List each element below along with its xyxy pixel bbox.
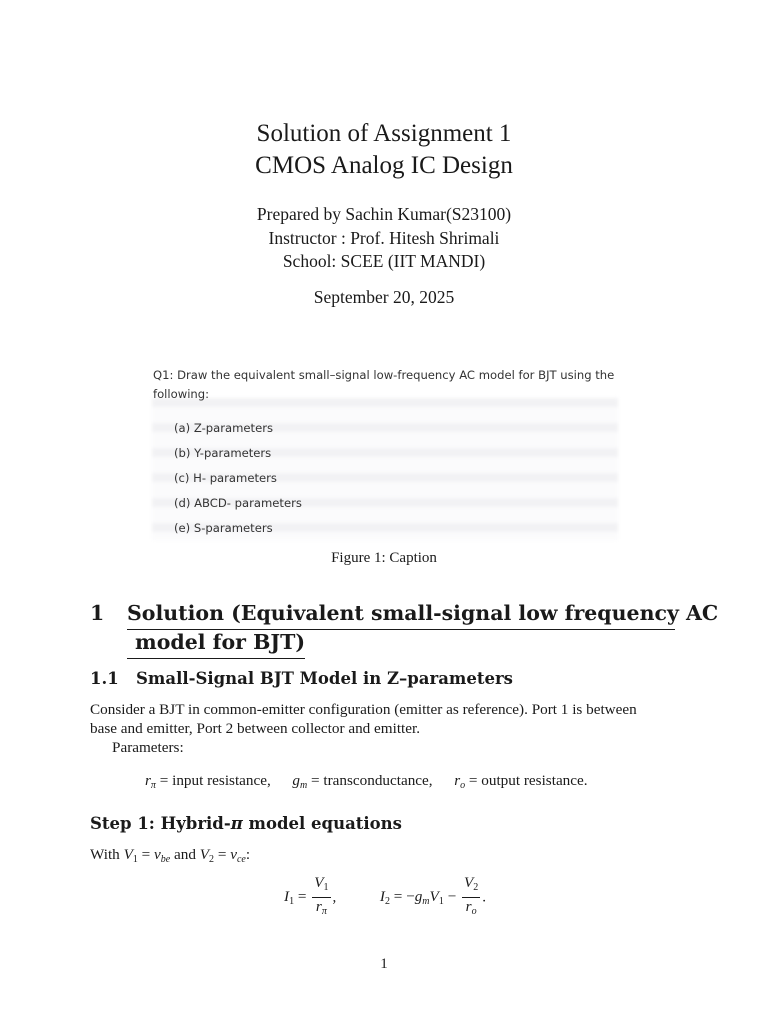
symbol-r: r: [454, 772, 461, 789]
parameters-equation: [145, 772, 588, 791]
figure-1: [148, 358, 618, 540]
title-line-1: Solution of Assignment 1: [256, 120, 512, 147]
figure-item: (b) Y-parameters: [174, 446, 272, 460]
figure-question: Q1: Draw the equivalent small–signal low-frequency AC model for BJT using the following:: [153, 368, 615, 401]
subscript-o: o: [460, 780, 466, 791]
step-title-prefix: Step 1: Hybrid-: [90, 814, 231, 833]
section-title-line-2: model for BJT): [127, 628, 305, 659]
with-prefix: With: [90, 846, 124, 863]
symbol-g: g: [292, 772, 300, 789]
step-title-symbol: π: [230, 814, 243, 833]
step-title-suffix: model equations: [242, 814, 402, 833]
hybrid-pi-equations: $I_1$ = $\frac{V_1}{r_\pi}$ , $I_2 = -g_mV_1$ − $\frac{V_2}{r_o}$ .: [284, 874, 486, 920]
author-block: [0, 203, 768, 274]
with-statement: With $V_1 = v_{be}$ and $V_2 = v_{ce}$:: [90, 846, 251, 865]
g-m-definition: = transconductance,: [311, 772, 433, 789]
figure-item-list: [174, 416, 302, 541]
paragraph-intro: [90, 700, 690, 738]
section-number: 1: [90, 601, 105, 625]
title-line-2: CMOS Analog IC Design: [255, 152, 513, 179]
and-text: and: [170, 846, 200, 863]
step-1-heading: [90, 814, 402, 833]
r-o-definition: = output resistance.: [468, 772, 588, 789]
section-title-line-1: Solution (Equivalent small-signal low frequency AC: [127, 599, 675, 630]
parameters-label: Parameters:: [112, 739, 184, 756]
instructor: Instructor : Prof. Hitesh Shrimali: [268, 227, 500, 248]
subsection-number: 1.1: [90, 669, 119, 688]
fraction-v2-over-ro: $\frac{V_2}{r_o}$: [463, 874, 479, 917]
figure-caption: Figure 1: Caption: [331, 550, 437, 566]
subsection-heading: [90, 669, 513, 688]
fraction-v1-over-rpi: $\frac{V_1}{r_\pi}$: [314, 874, 329, 917]
symbol-r: r: [145, 772, 151, 789]
prepared-by: Prepared by Sachin Kumar(S23100): [256, 204, 512, 224]
figure-item: (c) H- parameters: [174, 471, 277, 485]
figure-item: (e) S-parameters: [174, 521, 273, 535]
subscript-m: m: [299, 780, 308, 791]
paragraph-line: base and emitter, Port 2 between collector and emitter.: [90, 720, 421, 737]
page-number: 1: [380, 956, 388, 972]
r-pi-definition: = input resistance,: [159, 772, 271, 789]
figure-item: (a) Z-parameters: [174, 421, 274, 435]
date: September 20, 2025: [313, 287, 455, 307]
paragraph-line: Consider a BJT in common-emitter configuration (emitter as reference). Port 1 is between: [90, 701, 637, 718]
school: School: SCEE (IIT MANDI): [282, 251, 486, 271]
figure-item: (d) ABCD- parameters: [174, 496, 302, 510]
title-block: [0, 118, 768, 182]
subsection-title: Small-Signal BJT Model in Z–parameters: [136, 669, 513, 688]
subscript-pi: π: [150, 780, 156, 791]
